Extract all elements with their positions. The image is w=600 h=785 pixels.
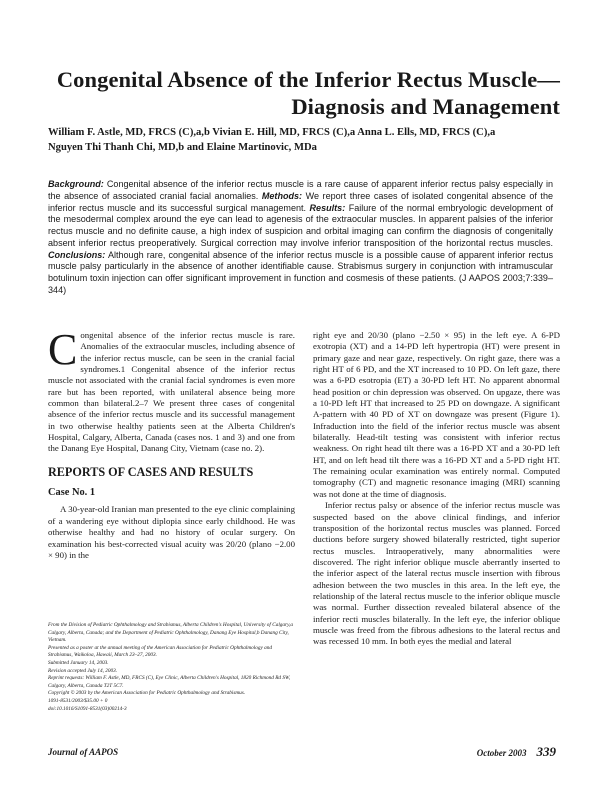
methods-text: We report three cases of isolated congenital absence of the inferior rectus muscle and its successful surgical management. (48, 190, 554, 213)
results-label: Results: (309, 202, 346, 213)
right-column (313, 330, 560, 648)
author-list (48, 126, 568, 155)
issue-date: October 2003 (476, 748, 527, 758)
case-paragraph: A 30-year-old Iranian man presented to the eye clinic complaining of a wandering eye without diplopia since early childhood. He was otherwise healthy and had no history of ocular surgery. On examination his best-corrected visual acuity was 20/20 (plano −2.00 × 90) in the (48, 504, 295, 560)
author-line-1: William F. Astle, MD, FRCS (C),a,b Vivian E. Hill, MD, FRCS (C),a Anna L. Ells, MD, FRCS (C),a (48, 127, 496, 138)
page-footer (48, 744, 556, 759)
footnote-submitted: Submitted January 14, 2003. (48, 659, 109, 666)
right-paragraph-1: right eye and 20/30 (plano −2.50 × 95) in the left eye. A 6-PD exotropia (XT) and a 14-PD left hypertropia (HT) were present in primary gaze and near gaze, respectively. On right gaze, there was a right HT of 6 PD, and the XT increased to 10 PD. On left gaze, there was a 6-PD esotropia (ET) a 30-PD left HT. No apparent abnormal head position or chin depression was observed. On upgaze, there was a 10-PD left HT that increased to 25 PD on downgaze. A significant A-pattern with 40 PD of XT on downgaze was present (Figure 1). Infraduction into the field of the inferior rectus muscle was absent bilaterally. Head-tilt testing was consistent with inferior rectus weakness. On right head tilt there was a 16-PD XT and a 30-PD left HT, and on left head tilt there was a 16-PD XT and a 5-PD right HT. The remaining ocular examination was entirely normal. Computed tomography (CT) and magnetic resonance imaging (MRI) scanning was not done at the time of diagnosis. (313, 330, 560, 499)
left-column (48, 325, 295, 561)
article-title: Congenital Absence of the Inferior Rectus Muscle—Diagnosis and Management (56, 67, 560, 119)
results-text: Failure of the normal embryologic development of the mesodermal complex around the eye can lead to agenesis of the extraocular muscles. In apparent palsies of the inferior rectus muscle and no definite cause, a high index of suspicion and orbital imaging can confirm the diagnosis of congenitally absent inferior rectus preoperatively. Surgical correction may involve inferior transposition of the horizontal rectus muscles. (48, 202, 553, 248)
background-label: Background: (48, 179, 104, 189)
footnote-presented: Presented as a poster at the annual meeting of the American Association for Pediatric Ophthalmology and Strabismus, Waikoloa, Hawaii, March 23–27, 2003. (48, 644, 273, 659)
footnote-copyright: Copyright © 2003 by the American Association for Pediatric Ophthalmology and Strabismus. (48, 690, 246, 697)
methods-label: Methods: (261, 190, 303, 201)
background-text: Congenital absence of the inferior rectus muscle is a rare cause of apparent inferior rectus palsy especially in the absence of associated cranial facial anomalies. (48, 179, 553, 201)
journal-name: Journal of AAPOS (48, 747, 119, 757)
citation: (J AAPOS 2003;7:339–344) (48, 273, 553, 295)
case-heading: Case No. 1 (48, 487, 96, 499)
footnote-doi: doi:10.1016/S1091-8531(03)00214-3 (48, 705, 127, 712)
footer-right (477, 744, 556, 760)
drop-cap: C (48, 325, 78, 374)
author-line-2: Nguyen Thi Thanh Chi, MD,b and Elaine Martinovic, MDa (48, 141, 317, 153)
abstract (48, 179, 553, 297)
footnote-revision: Revision accepted July 14, 2003. (48, 667, 118, 674)
footnote-affiliation: From the Division of Pediatric Ophthalmology and Strabismus, Alberta Children's Hospital, University of Calgary,a Calgary, Alberta, Canada; and the Department of Pediatric Ophthalmology, Danang Eye Hospital,b Danang City, Vietnam. (48, 622, 294, 644)
right-paragraph-2: Inferior rectus palsy or absence of the inferior rectus muscle was suspected based on the above clinical findings, and inferior transposition of the horizontal rectus muscles was planned. Forced ductions before surgery showed bilaterally restricted, tight superior rectus muscles. Intraoperatively, many abnormalities were discovered. The right inferior oblique muscle aberrantly inserted to the inferior aspect of the lateral rectus muscle insertion with fibrous adhesion between the two muscles in this area. In the left eye, the relationship of the lateral rectus muscle to the inferior oblique muscle was normal. Further dissection revealed bilateral absence of the inferior recti muscles bilaterally. In the left eye, the inferior oblique muscle was freed from the fibrous adhesions to the lateral rectus and was recessed 10 mm. In both eyes the medial and lateral (313, 500, 560, 647)
intro-text: ongenital absence of the inferior rectus muscle is rare. Anomalies of the extraocular muscles, including absence of the inferior rectus muscle, can be seen in the cranial facial syndromes.1 Congenital absence of the inferior rectus muscle not associated with the cranial facial syndromes is even more rare but has been reported, with unilateral absence being more common than bilateral.2–7 We present three cases of congenital absence of the inferior rectus muscle and its successful management in two otherwise healthy patients seen at the Alberta Children's Hospital, Calgary, Alberta, Canada (cases nos. 1 and 3) and one from the Danang Eye Hospital, Danang City, Vietnam (case no. 2). (48, 330, 295, 454)
footnote-reprint: Reprint requests: William F. Astle, MD, FRCS (C), Eye Clinic, Alberta Children's Hospital, 1820 Richmond Rd SW, Calgary, Alberta, Canada T2T 5C7. (48, 675, 291, 689)
page-number: 339 (536, 744, 556, 759)
conclusions-label: Conclusions: (48, 249, 106, 260)
conclusions-text: Although rare, congenital absence of the inferior rectus muscle is a possible cause of apparent inferior rectus muscle palsy particularly in the absence of another identifiable cause. Strabismus surgery in conjunction with intramuscular botulinum toxin injection can offer significant improvement in function and cosmesis of these patients. (48, 249, 554, 283)
section-heading: REPORTS OF CASES AND RESULTS (48, 464, 254, 479)
footnote-issn: 1091-8531/2003/$35.00 + 0 (48, 697, 108, 704)
intro-paragraph (48, 325, 295, 455)
footnotes (48, 622, 295, 713)
